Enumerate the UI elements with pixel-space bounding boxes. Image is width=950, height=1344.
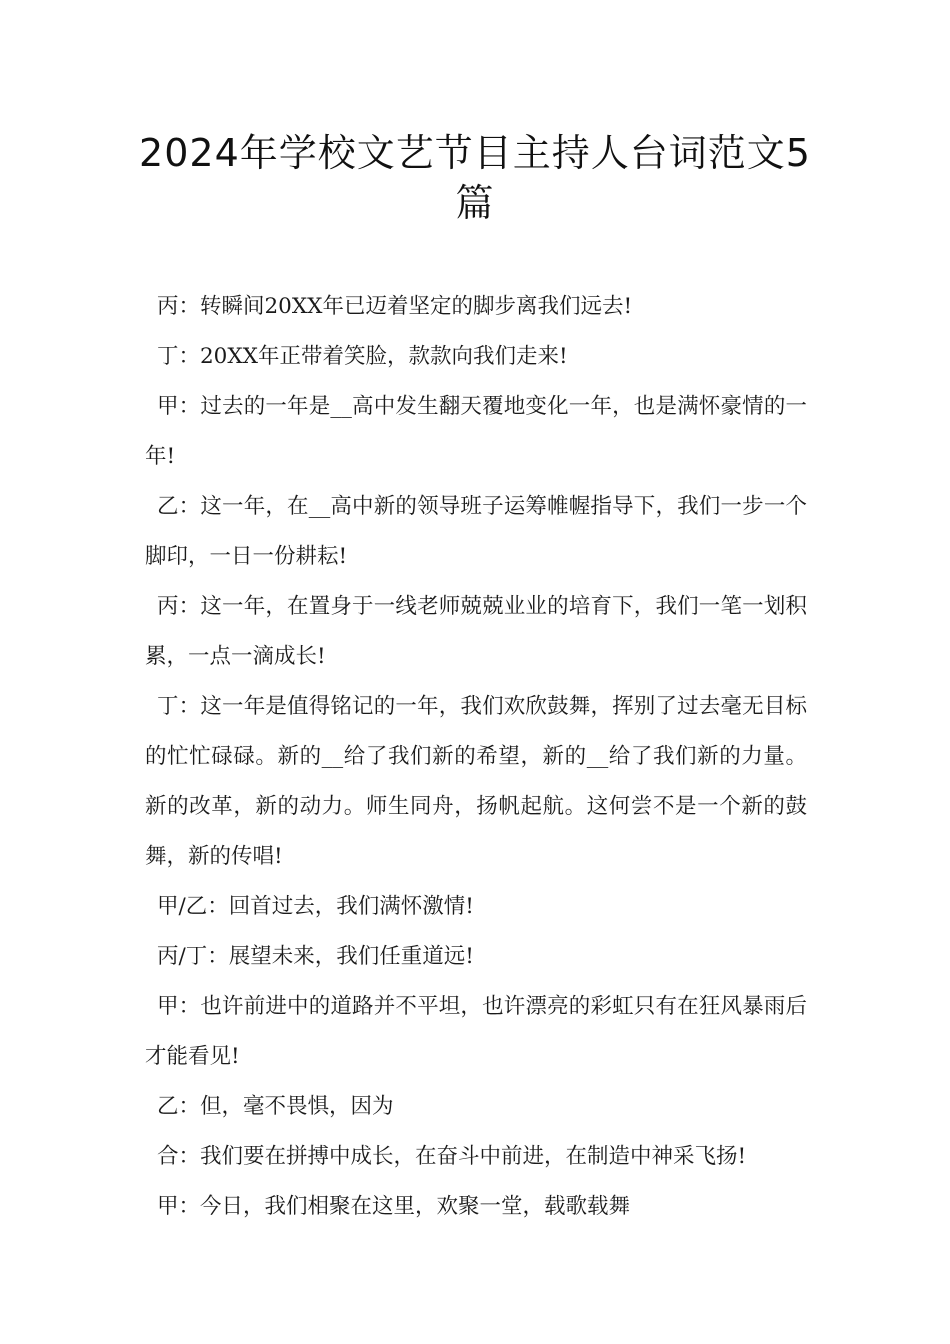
paragraph: 丙：转瞬间20XX年已迈着坚定的脚步离我们远去!: [157, 294, 633, 319]
document-title: 2024年学校文艺节目主持人台词范文5篇: [139, 131, 811, 225]
paragraph: 乙：但，毫不畏惧，因为: [157, 1094, 394, 1119]
paragraph: 丁：20XX年正带着笑脸，款款向我们走来!: [157, 344, 568, 369]
paragraph: 丙/丁：展望未来，我们任重道远!: [157, 944, 474, 969]
paragraph: 合：我们要在拼搏中成长，在奋斗中前进，在制造中神采飞扬!: [157, 1144, 747, 1169]
paragraph: 甲/乙：回首过去，我们满怀激情!: [157, 894, 474, 919]
paragraph: 丁：这一年是值得铭记的一年，我们欢欣鼓舞，挥别了过去毫无目标的忙忙碌碌。新的__给了我们新的希望，新的__给了我们新的力量。新的改革，新的动力。师生同舟，扬帆起航。这何尝不是一个新的鼓舞，新的传唱!: [145, 694, 807, 869]
paragraph: 甲：过去的一年是__高中发生翻天覆地变化一年，也是满怀豪情的一年!: [145, 394, 807, 469]
paragraph: 甲：今日，我们相聚在这里，欢聚一堂，载歌载舞: [157, 1194, 631, 1219]
paragraph: 乙：这一年，在__高中新的领导班子运筹帷幄指导下，我们一步一个脚印，一日一份耕耘!: [145, 494, 807, 569]
paragraph: 丙：这一年，在置身于一线老师兢兢业业的培育下，我们一笔一划积累，一点一滴成长!: [145, 594, 807, 669]
document-body: [145, 282, 807, 1232]
paragraph: 甲：也许前进中的道路并不平坦，也许漂亮的彩虹只有在狂风暴雨后才能看见!: [145, 994, 807, 1069]
